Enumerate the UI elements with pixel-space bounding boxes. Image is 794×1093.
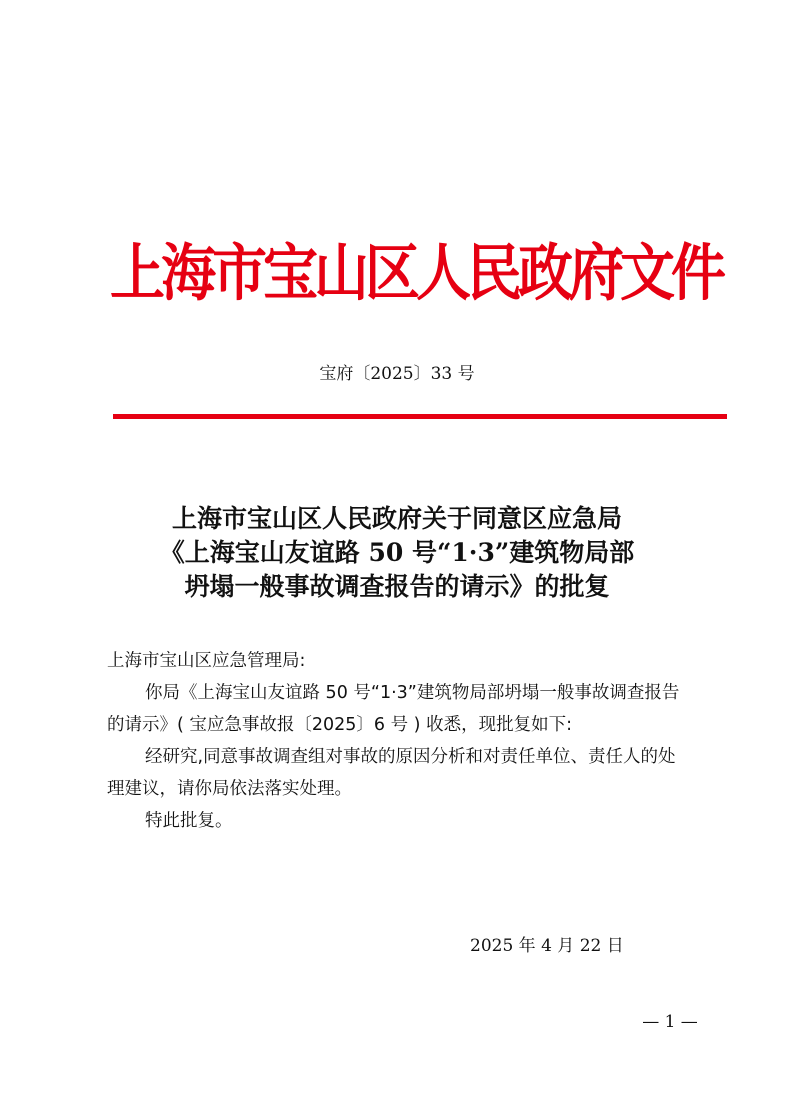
title-line: 《上海宝山友谊路 50 号“1·3”建筑物局部 — [159, 538, 635, 567]
document-number: 宝府〔2025〕33 号 — [319, 364, 475, 384]
addressee: 上海市宝山区应急管理局: — [107, 651, 306, 671]
issue-date: 2025 年 4 月 22 日 — [470, 936, 624, 956]
title-line: 坍塌一般事故调查报告的请示》的批复 — [184, 572, 610, 601]
document-body — [107, 645, 692, 837]
closing-line: 特此批复。 — [145, 811, 233, 831]
page-number: — 1 — — [642, 1012, 698, 1032]
red-separator-line — [113, 414, 727, 419]
body-paragraph: 经研究,同意事故调查组对事故的原因分析和对责任单位、责任人的处理建议，请你局依法落实处理。 — [107, 747, 676, 799]
title-line: 上海市宝山区人民政府关于同意区应急局 — [171, 504, 622, 533]
body-paragraph: 你局《上海宝山友谊路 50 号“1·3”建筑物局部坍塌一般事故调查报告的请示》( 宝应急事故报〔2025〕6 号 ) 收悉，现批复如下: — [107, 683, 680, 735]
document-title — [100, 502, 694, 604]
document-masthead: 上海市宝山区人民政府文件 — [110, 236, 723, 309]
